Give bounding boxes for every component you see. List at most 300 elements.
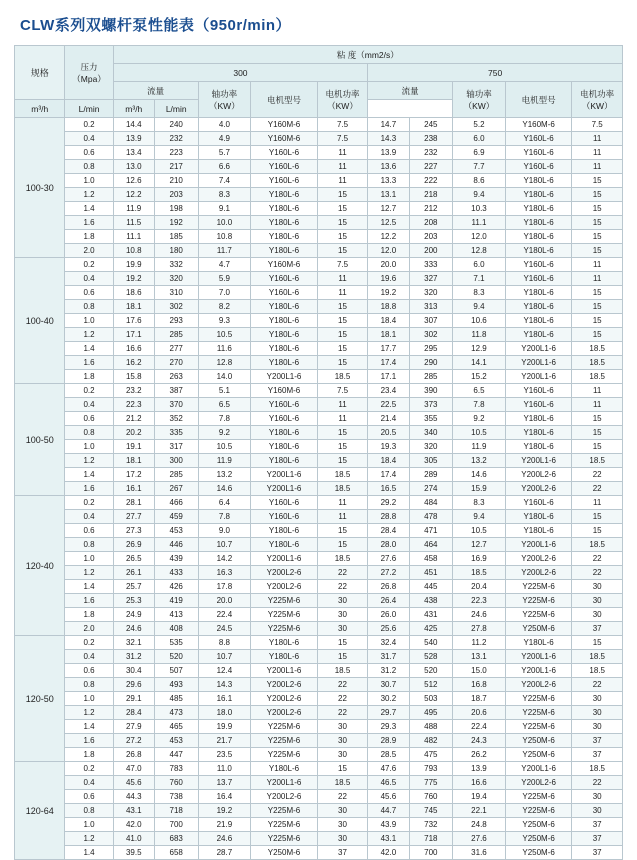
cell-shaftpower-750: 16.9 bbox=[453, 552, 506, 566]
cell-motormodel-750: Y180L-6 bbox=[505, 286, 572, 300]
cell-flow-m3h-300: 11.9 bbox=[113, 202, 154, 216]
cell-motormodel-750: Y160L-6 bbox=[505, 272, 572, 286]
cell-flow-lmin-750: 464 bbox=[409, 538, 453, 552]
cell-motorpower-300: 18.5 bbox=[317, 370, 367, 384]
cell-pressure: 0.4 bbox=[65, 398, 113, 412]
cell-pressure: 1.6 bbox=[65, 594, 113, 608]
cell-motormodel-300: Y180L-6 bbox=[251, 762, 318, 776]
cell-motormodel-750: Y180L-6 bbox=[505, 328, 572, 342]
cell-flow-m3h-300: 29.1 bbox=[113, 692, 154, 706]
cell-motormodel-300: Y160M-6 bbox=[251, 132, 318, 146]
cell-motormodel-300: Y200L2-6 bbox=[251, 692, 318, 706]
cell-motormodel-750: Y180L-6 bbox=[505, 314, 572, 328]
header-shaftpower-300: 轴功率 （KW） bbox=[198, 82, 251, 118]
cell-pressure: 1.4 bbox=[65, 846, 113, 860]
cell-flow-m3h-750: 16.5 bbox=[368, 482, 409, 496]
cell-flow-lmin-750: 478 bbox=[409, 510, 453, 524]
table-row bbox=[15, 706, 623, 720]
cell-flow-lmin-750: 775 bbox=[409, 776, 453, 790]
cell-motorpower-300: 15 bbox=[317, 216, 367, 230]
cell-shaftpower-300: 7.0 bbox=[198, 286, 251, 300]
cell-motorpower-750: 30 bbox=[572, 720, 623, 734]
table-body bbox=[15, 118, 623, 860]
cell-flow-m3h-300: 27.3 bbox=[113, 524, 154, 538]
cell-motormodel-750: Y200L1-6 bbox=[505, 762, 572, 776]
cell-motormodel-300: Y225M-6 bbox=[251, 622, 318, 636]
cell-motorpower-300: 30 bbox=[317, 622, 367, 636]
cell-pressure: 0.8 bbox=[65, 804, 113, 818]
cell-flow-m3h-750: 17.4 bbox=[368, 468, 409, 482]
cell-motormodel-750: Y225M-6 bbox=[505, 804, 572, 818]
cell-motormodel-750: Y200L2-6 bbox=[505, 678, 572, 692]
cell-motorpower-300: 15 bbox=[317, 650, 367, 664]
cell-pressure: 0.8 bbox=[65, 160, 113, 174]
cell-shaftpower-300: 23.5 bbox=[198, 748, 251, 762]
cell-motorpower-300: 22 bbox=[317, 790, 367, 804]
cell-motormodel-300: Y200L2-6 bbox=[251, 678, 318, 692]
cell-flow-lmin-300: 738 bbox=[154, 790, 198, 804]
cell-motorpower-750: 15 bbox=[572, 230, 623, 244]
cell-flow-lmin-750: 208 bbox=[409, 216, 453, 230]
cell-flow-lmin-300: 203 bbox=[154, 188, 198, 202]
cell-pressure: 0.6 bbox=[65, 790, 113, 804]
cell-flow-m3h-300: 30.4 bbox=[113, 664, 154, 678]
cell-flow-lmin-750: 520 bbox=[409, 664, 453, 678]
cell-flow-lmin-750: 285 bbox=[409, 370, 453, 384]
cell-pressure: 0.4 bbox=[65, 776, 113, 790]
cell-motormodel-300: Y180L-6 bbox=[251, 636, 318, 650]
cell-flow-lmin-300: 223 bbox=[154, 146, 198, 160]
cell-flow-m3h-300: 27.2 bbox=[113, 734, 154, 748]
cell-flow-lmin-300: 408 bbox=[154, 622, 198, 636]
cell-motorpower-300: 11 bbox=[317, 510, 367, 524]
cell-motorpower-750: 15 bbox=[572, 440, 623, 454]
cell-flow-lmin-300: 320 bbox=[154, 272, 198, 286]
cell-motormodel-300: Y180L-6 bbox=[251, 356, 318, 370]
cell-motorpower-750: 37 bbox=[572, 846, 623, 860]
cell-pressure: 1.0 bbox=[65, 174, 113, 188]
cell-motormodel-750: Y160L-6 bbox=[505, 496, 572, 510]
cell-pressure: 1.6 bbox=[65, 356, 113, 370]
cell-motorpower-300: 15 bbox=[317, 328, 367, 342]
cell-shaftpower-750: 12.8 bbox=[453, 244, 506, 258]
cell-flow-lmin-300: 198 bbox=[154, 202, 198, 216]
cell-motorpower-300: 15 bbox=[317, 342, 367, 356]
cell-flow-lmin-300: 352 bbox=[154, 412, 198, 426]
cell-flow-lmin-300: 185 bbox=[154, 230, 198, 244]
cell-flow-lmin-750: 340 bbox=[409, 426, 453, 440]
cell-shaftpower-300: 8.3 bbox=[198, 188, 251, 202]
table-row bbox=[15, 272, 623, 286]
table-row bbox=[15, 846, 623, 860]
cell-shaftpower-750: 16.8 bbox=[453, 678, 506, 692]
cell-flow-lmin-300: 446 bbox=[154, 538, 198, 552]
cell-flow-m3h-750: 43.1 bbox=[368, 832, 409, 846]
cell-flow-m3h-300: 26.1 bbox=[113, 566, 154, 580]
cell-motormodel-300: Y160L-6 bbox=[251, 146, 318, 160]
cell-shaftpower-300: 21.7 bbox=[198, 734, 251, 748]
cell-flow-lmin-750: 333 bbox=[409, 258, 453, 272]
cell-shaftpower-750: 20.4 bbox=[453, 580, 506, 594]
cell-shaftpower-300: 12.8 bbox=[198, 356, 251, 370]
cell-flow-m3h-750: 26.0 bbox=[368, 608, 409, 622]
cell-shaftpower-750: 31.6 bbox=[453, 846, 506, 860]
cell-shaftpower-300: 10.7 bbox=[198, 650, 251, 664]
cell-pressure: 1.0 bbox=[65, 552, 113, 566]
table-row bbox=[15, 216, 623, 230]
cell-motorpower-300: 15 bbox=[317, 244, 367, 258]
cell-flow-lmin-750: 203 bbox=[409, 230, 453, 244]
cell-motormodel-300: Y180L-6 bbox=[251, 538, 318, 552]
cell-motormodel-300: Y225M-6 bbox=[251, 594, 318, 608]
cell-shaftpower-750: 22.1 bbox=[453, 804, 506, 818]
cell-motormodel-300: Y200L2-6 bbox=[251, 790, 318, 804]
cell-flow-lmin-300: 285 bbox=[154, 468, 198, 482]
cell-motormodel-750: Y250M-6 bbox=[505, 748, 572, 762]
cell-shaftpower-750: 11.1 bbox=[453, 216, 506, 230]
cell-motorpower-300: 15 bbox=[317, 202, 367, 216]
cell-motormodel-750: Y200L1-6 bbox=[505, 538, 572, 552]
cell-flow-lmin-750: 528 bbox=[409, 650, 453, 664]
cell-pressure: 0.2 bbox=[65, 258, 113, 272]
cell-shaftpower-750: 16.6 bbox=[453, 776, 506, 790]
cell-flow-m3h-300: 19.1 bbox=[113, 440, 154, 454]
cell-motorpower-750: 18.5 bbox=[572, 370, 623, 384]
cell-shaftpower-750: 12.9 bbox=[453, 342, 506, 356]
table-row bbox=[15, 132, 623, 146]
cell-shaftpower-750: 22.4 bbox=[453, 720, 506, 734]
cell-flow-m3h-750: 17.7 bbox=[368, 342, 409, 356]
header-motorpower-300: 电机功率 （KW） bbox=[317, 82, 367, 118]
cell-flow-lmin-300: 335 bbox=[154, 426, 198, 440]
cell-shaftpower-750: 24.6 bbox=[453, 608, 506, 622]
cell-flow-lmin-300: 433 bbox=[154, 566, 198, 580]
cell-motormodel-750: Y200L2-6 bbox=[505, 468, 572, 482]
cell-flow-m3h-750: 31.2 bbox=[368, 664, 409, 678]
cell-flow-m3h-750: 30.2 bbox=[368, 692, 409, 706]
cell-flow-lmin-300: 240 bbox=[154, 118, 198, 132]
header-flow-750: 流量 bbox=[368, 82, 453, 100]
cell-motormodel-750: Y200L1-6 bbox=[505, 454, 572, 468]
cell-shaftpower-750: 27.8 bbox=[453, 622, 506, 636]
cell-motormodel-750: Y160L-6 bbox=[505, 146, 572, 160]
cell-flow-m3h-750: 23.4 bbox=[368, 384, 409, 398]
table-row bbox=[15, 510, 623, 524]
table-row bbox=[15, 678, 623, 692]
table-row bbox=[15, 538, 623, 552]
cell-shaftpower-750: 8.3 bbox=[453, 496, 506, 510]
cell-flow-lmin-300: 783 bbox=[154, 762, 198, 776]
cell-shaftpower-300: 16.4 bbox=[198, 790, 251, 804]
table-row bbox=[15, 188, 623, 202]
cell-flow-m3h-750: 18.8 bbox=[368, 300, 409, 314]
cell-flow-m3h-750: 31.7 bbox=[368, 650, 409, 664]
cell-flow-lmin-750: 232 bbox=[409, 146, 453, 160]
cell-flow-m3h-750: 32.4 bbox=[368, 636, 409, 650]
cell-motormodel-300: Y160L-6 bbox=[251, 174, 318, 188]
cell-shaftpower-750: 6.5 bbox=[453, 384, 506, 398]
cell-motorpower-750: 37 bbox=[572, 832, 623, 846]
cell-pressure: 1.8 bbox=[65, 370, 113, 384]
cell-shaftpower-300: 19.2 bbox=[198, 804, 251, 818]
cell-motorpower-750: 37 bbox=[572, 622, 623, 636]
cell-shaftpower-750: 10.5 bbox=[453, 426, 506, 440]
cell-motormodel-300: Y180L-6 bbox=[251, 314, 318, 328]
cell-motorpower-750: 15 bbox=[572, 314, 623, 328]
cell-flow-lmin-750: 503 bbox=[409, 692, 453, 706]
cell-flow-m3h-750: 18.4 bbox=[368, 454, 409, 468]
cell-shaftpower-750: 15.9 bbox=[453, 482, 506, 496]
cell-pressure: 0.2 bbox=[65, 118, 113, 132]
cell-pressure: 0.8 bbox=[65, 426, 113, 440]
cell-flow-lmin-300: 267 bbox=[154, 482, 198, 496]
cell-motorpower-300: 30 bbox=[317, 804, 367, 818]
cell-motormodel-750: Y225M-6 bbox=[505, 608, 572, 622]
cell-shaftpower-750: 13.2 bbox=[453, 454, 506, 468]
cell-motorpower-300: 22 bbox=[317, 678, 367, 692]
table-row bbox=[15, 160, 623, 174]
table-row bbox=[15, 720, 623, 734]
cell-motorpower-750: 18.5 bbox=[572, 342, 623, 356]
header-motormodel-750: 电机型号 bbox=[505, 82, 572, 118]
cell-motorpower-300: 15 bbox=[317, 188, 367, 202]
table-row bbox=[15, 356, 623, 370]
cell-motorpower-750: 15 bbox=[572, 328, 623, 342]
cell-flow-m3h-300: 25.7 bbox=[113, 580, 154, 594]
table-row bbox=[15, 552, 623, 566]
cell-shaftpower-300: 10.5 bbox=[198, 440, 251, 454]
header-spec: 规格 bbox=[15, 46, 65, 100]
cell-pressure: 0.8 bbox=[65, 678, 113, 692]
cell-motormodel-300: Y200L1-6 bbox=[251, 482, 318, 496]
cell-shaftpower-300: 17.8 bbox=[198, 580, 251, 594]
cell-shaftpower-300: 14.6 bbox=[198, 482, 251, 496]
cell-motormodel-750: Y200L2-6 bbox=[505, 776, 572, 790]
cell-pressure: 0.4 bbox=[65, 510, 113, 524]
cell-flow-lmin-300: 459 bbox=[154, 510, 198, 524]
cell-motormodel-750: Y200L1-6 bbox=[505, 650, 572, 664]
cell-flow-m3h-750: 25.6 bbox=[368, 622, 409, 636]
cell-pressure: 1.0 bbox=[65, 440, 113, 454]
cell-flow-m3h-300: 26.9 bbox=[113, 538, 154, 552]
cell-flow-m3h-750: 47.6 bbox=[368, 762, 409, 776]
cell-shaftpower-300: 13.7 bbox=[198, 776, 251, 790]
cell-flow-lmin-750: 305 bbox=[409, 454, 453, 468]
cell-pressure: 1.8 bbox=[65, 748, 113, 762]
cell-flow-m3h-750: 14.7 bbox=[368, 118, 409, 132]
cell-flow-lmin-750: 745 bbox=[409, 804, 453, 818]
cell-shaftpower-300: 11.7 bbox=[198, 244, 251, 258]
cell-shaftpower-300: 12.4 bbox=[198, 664, 251, 678]
cell-flow-lmin-750: 320 bbox=[409, 286, 453, 300]
cell-flow-m3h-300: 42.0 bbox=[113, 818, 154, 832]
cell-shaftpower-300: 5.1 bbox=[198, 384, 251, 398]
cell-motorpower-750: 15 bbox=[572, 636, 623, 650]
cell-motormodel-750: Y180L-6 bbox=[505, 188, 572, 202]
cell-motormodel-300: Y180L-6 bbox=[251, 524, 318, 538]
cell-shaftpower-300: 7.8 bbox=[198, 510, 251, 524]
cell-flow-lmin-300: 332 bbox=[154, 258, 198, 272]
cell-motormodel-750: Y180L-6 bbox=[505, 202, 572, 216]
cell-motormodel-750: Y200L1-6 bbox=[505, 342, 572, 356]
cell-motorpower-750: 11 bbox=[572, 160, 623, 174]
table-row bbox=[15, 230, 623, 244]
cell-flow-m3h-300: 20.2 bbox=[113, 426, 154, 440]
cell-shaftpower-750: 19.4 bbox=[453, 790, 506, 804]
cell-motorpower-750: 15 bbox=[572, 412, 623, 426]
cell-shaftpower-750: 9.4 bbox=[453, 510, 506, 524]
header-pressure: 压力 （Mpa） bbox=[65, 46, 113, 100]
cell-pressure: 2.0 bbox=[65, 622, 113, 636]
cell-flow-m3h-300: 29.6 bbox=[113, 678, 154, 692]
cell-flow-m3h-300: 24.6 bbox=[113, 622, 154, 636]
cell-pressure: 2.0 bbox=[65, 244, 113, 258]
cell-flow-m3h-750: 26.4 bbox=[368, 594, 409, 608]
cell-motormodel-300: Y160L-6 bbox=[251, 496, 318, 510]
cell-shaftpower-750: 11.2 bbox=[453, 636, 506, 650]
table-row bbox=[15, 496, 623, 510]
cell-flow-lmin-750: 540 bbox=[409, 636, 453, 650]
cell-motorpower-750: 22 bbox=[572, 566, 623, 580]
table-row bbox=[15, 384, 623, 398]
cell-shaftpower-750: 8.3 bbox=[453, 286, 506, 300]
cell-shaftpower-750: 10.6 bbox=[453, 314, 506, 328]
cell-flow-lmin-750: 445 bbox=[409, 580, 453, 594]
cell-flow-lmin-300: 293 bbox=[154, 314, 198, 328]
cell-motormodel-750: Y250M-6 bbox=[505, 734, 572, 748]
cell-motormodel-300: Y160L-6 bbox=[251, 398, 318, 412]
cell-flow-m3h-750: 12.7 bbox=[368, 202, 409, 216]
cell-motormodel-750: Y160M-6 bbox=[505, 118, 572, 132]
cell-flow-lmin-750: 431 bbox=[409, 608, 453, 622]
cell-motormodel-300: Y180L-6 bbox=[251, 216, 318, 230]
cell-motorpower-750: 11 bbox=[572, 398, 623, 412]
cell-flow-lmin-300: 426 bbox=[154, 580, 198, 594]
cell-flow-m3h-750: 21.4 bbox=[368, 412, 409, 426]
cell-motorpower-750: 22 bbox=[572, 482, 623, 496]
cell-flow-lmin-300: 718 bbox=[154, 804, 198, 818]
cell-flow-m3h-750: 22.5 bbox=[368, 398, 409, 412]
header-flow-unit-m3h-300: m³/h bbox=[15, 100, 65, 118]
cell-shaftpower-300: 10.5 bbox=[198, 328, 251, 342]
table-row bbox=[15, 398, 623, 412]
cell-motormodel-300: Y160M-6 bbox=[251, 258, 318, 272]
cell-flow-m3h-300: 11.5 bbox=[113, 216, 154, 230]
cell-motorpower-300: 22 bbox=[317, 692, 367, 706]
cell-motormodel-750: Y200L2-6 bbox=[505, 482, 572, 496]
cell-motormodel-750: Y200L2-6 bbox=[505, 552, 572, 566]
cell-shaftpower-750: 9.2 bbox=[453, 412, 506, 426]
cell-flow-m3h-750: 29.2 bbox=[368, 496, 409, 510]
cell-shaftpower-300: 4.9 bbox=[198, 132, 251, 146]
cell-flow-lmin-300: 493 bbox=[154, 678, 198, 692]
cell-shaftpower-300: 7.4 bbox=[198, 174, 251, 188]
cell-motorpower-300: 11 bbox=[317, 496, 367, 510]
cell-motorpower-750: 22 bbox=[572, 776, 623, 790]
cell-flow-lmin-750: 458 bbox=[409, 552, 453, 566]
cell-shaftpower-300: 10.7 bbox=[198, 538, 251, 552]
cell-shaftpower-750: 22.3 bbox=[453, 594, 506, 608]
cell-motorpower-300: 11 bbox=[317, 174, 367, 188]
cell-flow-m3h-750: 28.9 bbox=[368, 734, 409, 748]
cell-flow-lmin-750: 475 bbox=[409, 748, 453, 762]
cell-motormodel-300: Y225M-6 bbox=[251, 804, 318, 818]
cell-motormodel-750: Y225M-6 bbox=[505, 594, 572, 608]
cell-motormodel-300: Y180L-6 bbox=[251, 426, 318, 440]
cell-motorpower-300: 15 bbox=[317, 356, 367, 370]
cell-shaftpower-300: 14.3 bbox=[198, 678, 251, 692]
cell-shaftpower-300: 9.0 bbox=[198, 524, 251, 538]
cell-pressure: 1.2 bbox=[65, 188, 113, 202]
cell-motorpower-750: 30 bbox=[572, 790, 623, 804]
cell-shaftpower-750: 18.7 bbox=[453, 692, 506, 706]
cell-flow-m3h-300: 26.8 bbox=[113, 748, 154, 762]
cell-pressure: 0.2 bbox=[65, 496, 113, 510]
cell-motorpower-750: 15 bbox=[572, 202, 623, 216]
header-shaftpower-750: 轴功率 （KW） bbox=[453, 82, 506, 118]
cell-motorpower-300: 30 bbox=[317, 748, 367, 762]
cell-shaftpower-300: 13.2 bbox=[198, 468, 251, 482]
cell-flow-m3h-300: 19.2 bbox=[113, 272, 154, 286]
table-row bbox=[15, 258, 623, 272]
cell-motorpower-750: 15 bbox=[572, 510, 623, 524]
cell-motorpower-300: 22 bbox=[317, 706, 367, 720]
table-row bbox=[15, 300, 623, 314]
cell-shaftpower-300: 28.7 bbox=[198, 846, 251, 860]
header-row-1 bbox=[15, 46, 623, 64]
cell-shaftpower-750: 15.2 bbox=[453, 370, 506, 384]
table-row bbox=[15, 650, 623, 664]
cell-motorpower-750: 11 bbox=[572, 272, 623, 286]
cell-flow-m3h-300: 18.6 bbox=[113, 286, 154, 300]
cell-flow-m3h-300: 26.5 bbox=[113, 552, 154, 566]
cell-flow-lmin-750: 482 bbox=[409, 734, 453, 748]
cell-flow-m3h-750: 28.4 bbox=[368, 524, 409, 538]
cell-shaftpower-300: 14.0 bbox=[198, 370, 251, 384]
cell-pressure: 1.2 bbox=[65, 832, 113, 846]
cell-flow-m3h-750: 20.5 bbox=[368, 426, 409, 440]
cell-shaftpower-300: 11.6 bbox=[198, 342, 251, 356]
cell-motormodel-300: Y200L1-6 bbox=[251, 552, 318, 566]
cell-shaftpower-300: 8.2 bbox=[198, 300, 251, 314]
performance-table bbox=[14, 45, 623, 860]
cell-motorpower-300: 18.5 bbox=[317, 482, 367, 496]
cell-flow-m3h-300: 16.6 bbox=[113, 342, 154, 356]
table-row bbox=[15, 370, 623, 384]
table-row bbox=[15, 468, 623, 482]
cell-motormodel-300: Y180L-6 bbox=[251, 440, 318, 454]
cell-flow-m3h-750: 19.2 bbox=[368, 286, 409, 300]
cell-motormodel-300: Y200L1-6 bbox=[251, 468, 318, 482]
cell-motorpower-300: 22 bbox=[317, 566, 367, 580]
cell-flow-m3h-750: 19.3 bbox=[368, 440, 409, 454]
cell-motormodel-300: Y160L-6 bbox=[251, 412, 318, 426]
cell-flow-lmin-750: 471 bbox=[409, 524, 453, 538]
table-row bbox=[15, 118, 623, 132]
cell-motormodel-300: Y180L-6 bbox=[251, 188, 318, 202]
cell-pressure: 1.6 bbox=[65, 734, 113, 748]
cell-flow-lmin-750: 238 bbox=[409, 132, 453, 146]
table-row bbox=[15, 608, 623, 622]
cell-motorpower-300: 15 bbox=[317, 524, 367, 538]
cell-flow-m3h-750: 44.7 bbox=[368, 804, 409, 818]
cell-motormodel-750: Y225M-6 bbox=[505, 720, 572, 734]
cell-flow-m3h-750: 45.6 bbox=[368, 790, 409, 804]
cell-motorpower-750: 15 bbox=[572, 188, 623, 202]
cell-motormodel-750: Y160L-6 bbox=[505, 398, 572, 412]
cell-flow-lmin-300: 419 bbox=[154, 594, 198, 608]
cell-flow-m3h-750: 18.1 bbox=[368, 328, 409, 342]
